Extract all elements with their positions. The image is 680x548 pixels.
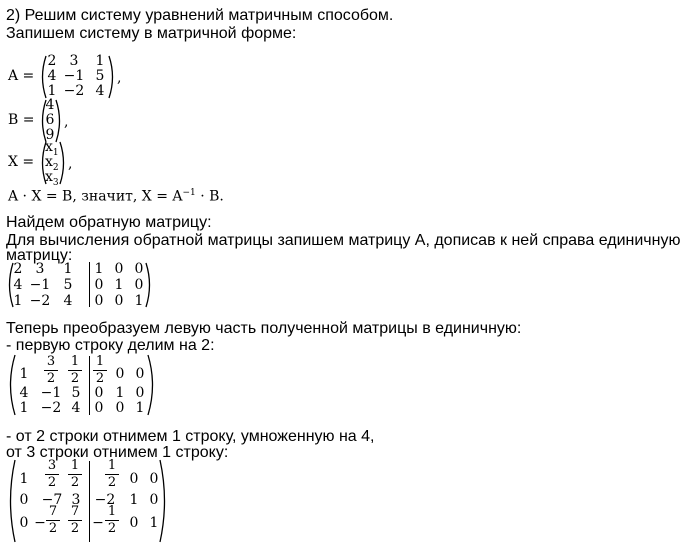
cell: 0 — [135, 385, 145, 401]
frac-den: 2 — [107, 521, 117, 536]
heading-line-2: Запишем систему в матричной форме: — [6, 25, 297, 42]
frac-den: 2 — [95, 371, 105, 386]
cell: 0 — [19, 492, 29, 508]
frac-num: 1 — [70, 458, 80, 473]
cell: 0 — [129, 471, 139, 487]
frac-den: 2 — [46, 371, 56, 386]
cell: 1 — [19, 366, 29, 382]
cell: 0 — [129, 515, 139, 531]
cell: 4 — [47, 68, 57, 84]
x3: $x_3$ — [45, 169, 59, 188]
cell: 6 — [45, 112, 55, 128]
cell: 5 — [63, 277, 73, 293]
cell: 1 — [95, 53, 105, 69]
paren-right — [158, 459, 170, 543]
heading-line-1: 2) Решим систему уравнений матричным способом. — [6, 7, 394, 24]
paren-right — [107, 55, 117, 99]
paren-left — [5, 354, 17, 416]
cell: 0 — [149, 471, 159, 487]
cell: −1 — [63, 68, 85, 84]
frac-num: 3 — [47, 458, 57, 473]
cell: 0 — [134, 277, 144, 293]
paren-right — [146, 354, 158, 416]
cell: 0 — [115, 400, 125, 416]
cell: −7 — [41, 492, 63, 508]
cell: 1 — [13, 293, 23, 309]
comma: , — [68, 156, 73, 172]
x2: $x_2$ — [45, 154, 59, 173]
minus-sign: − — [92, 515, 104, 531]
cell: −2 — [63, 83, 85, 99]
cell: −2 — [29, 293, 51, 309]
cell: 0 — [94, 293, 104, 309]
cell: 1 — [114, 277, 124, 293]
cell: 4 — [45, 97, 55, 113]
cell: 1 — [134, 293, 144, 309]
frac-den: 2 — [70, 475, 80, 490]
find-inverse-text: Найдем обратную матрицу: — [6, 214, 212, 231]
frac-num: 1 — [95, 354, 105, 369]
label-A: A = — [8, 68, 35, 84]
cell: 0 — [115, 366, 125, 382]
transform-text: Теперь преобразуем левую часть полученной матрицы в единичную: — [6, 320, 522, 337]
frac-num: 1 — [70, 354, 80, 369]
cell: 1 — [129, 492, 139, 508]
cell: 1 — [135, 400, 145, 416]
paren-left — [5, 459, 17, 543]
frac-num: 7 — [70, 504, 80, 519]
label-B: B = — [8, 112, 35, 128]
cell: 4 — [71, 400, 81, 416]
cell: −1 — [29, 277, 51, 293]
cell: 9 — [45, 127, 55, 143]
cell: 2 — [13, 261, 23, 277]
cell: 4 — [63, 293, 73, 309]
cell: 3 — [69, 53, 79, 69]
cell: 3 — [71, 492, 81, 508]
solution-equation: A · X = B, значит, $X = A^{-1} \cdot B$. — [8, 188, 224, 205]
cell: 0 — [94, 277, 104, 293]
cell: 1 — [94, 261, 104, 277]
augment-divider — [89, 356, 90, 415]
frac-num: 3 — [46, 354, 56, 369]
cell: 0 — [114, 293, 124, 309]
comma: , — [64, 114, 69, 130]
cell: 0 — [94, 400, 104, 416]
cell: −1 — [40, 385, 62, 401]
paren-right — [54, 99, 64, 143]
cell: 1 — [149, 515, 159, 531]
frac-den: 2 — [107, 475, 117, 490]
minus-sign: − — [34, 515, 46, 531]
frac-den: 2 — [70, 371, 80, 386]
comma: , — [117, 70, 122, 86]
frac-num: 7 — [48, 504, 58, 519]
augment-divider — [89, 262, 90, 307]
cell: 0 — [135, 366, 145, 382]
cell: 0 — [94, 385, 104, 401]
label-X: X = — [8, 154, 35, 170]
cell: 1 — [115, 385, 125, 401]
cell: −2 — [40, 400, 62, 416]
cell: 1 — [19, 400, 29, 416]
cell: 5 — [95, 68, 105, 84]
frac-den: 2 — [70, 521, 80, 536]
step2-text-2: от 3 строки отнимем 1 строку: — [6, 444, 229, 461]
augment-text-1: Для вычисления обратной матрицы запишем матрицу А, дописав к ней справа единичную — [6, 232, 680, 249]
frac-num: 1 — [107, 504, 117, 519]
cell: 3 — [35, 261, 45, 277]
augment-divider — [89, 461, 90, 542]
cell: 0 — [149, 492, 159, 508]
step2-text-1: - от 2 строки отнимем 1 строку, умноженную на 4, — [6, 428, 375, 445]
cell: −2 — [94, 492, 116, 508]
cell: 4 — [95, 83, 105, 99]
cell: 1 — [63, 261, 73, 277]
step1-text: - первую строку делим на 2: — [6, 337, 215, 354]
augment-text-2: матрицу: — [6, 247, 73, 264]
cell: 0 — [134, 261, 144, 277]
paren-right — [58, 141, 68, 185]
cell: 0 — [19, 515, 29, 531]
cell: 1 — [47, 83, 57, 99]
frac-den: 2 — [48, 521, 58, 536]
cell: 4 — [19, 385, 29, 401]
cell: 2 — [47, 53, 57, 69]
frac-num: 1 — [107, 458, 117, 473]
cell: 4 — [13, 277, 23, 293]
cell: 1 — [19, 471, 29, 487]
cell: 5 — [71, 385, 81, 401]
cell: 0 — [114, 261, 124, 277]
paren-right — [144, 262, 154, 308]
x1: $x_1$ — [45, 139, 59, 158]
frac-den: 2 — [47, 475, 57, 490]
